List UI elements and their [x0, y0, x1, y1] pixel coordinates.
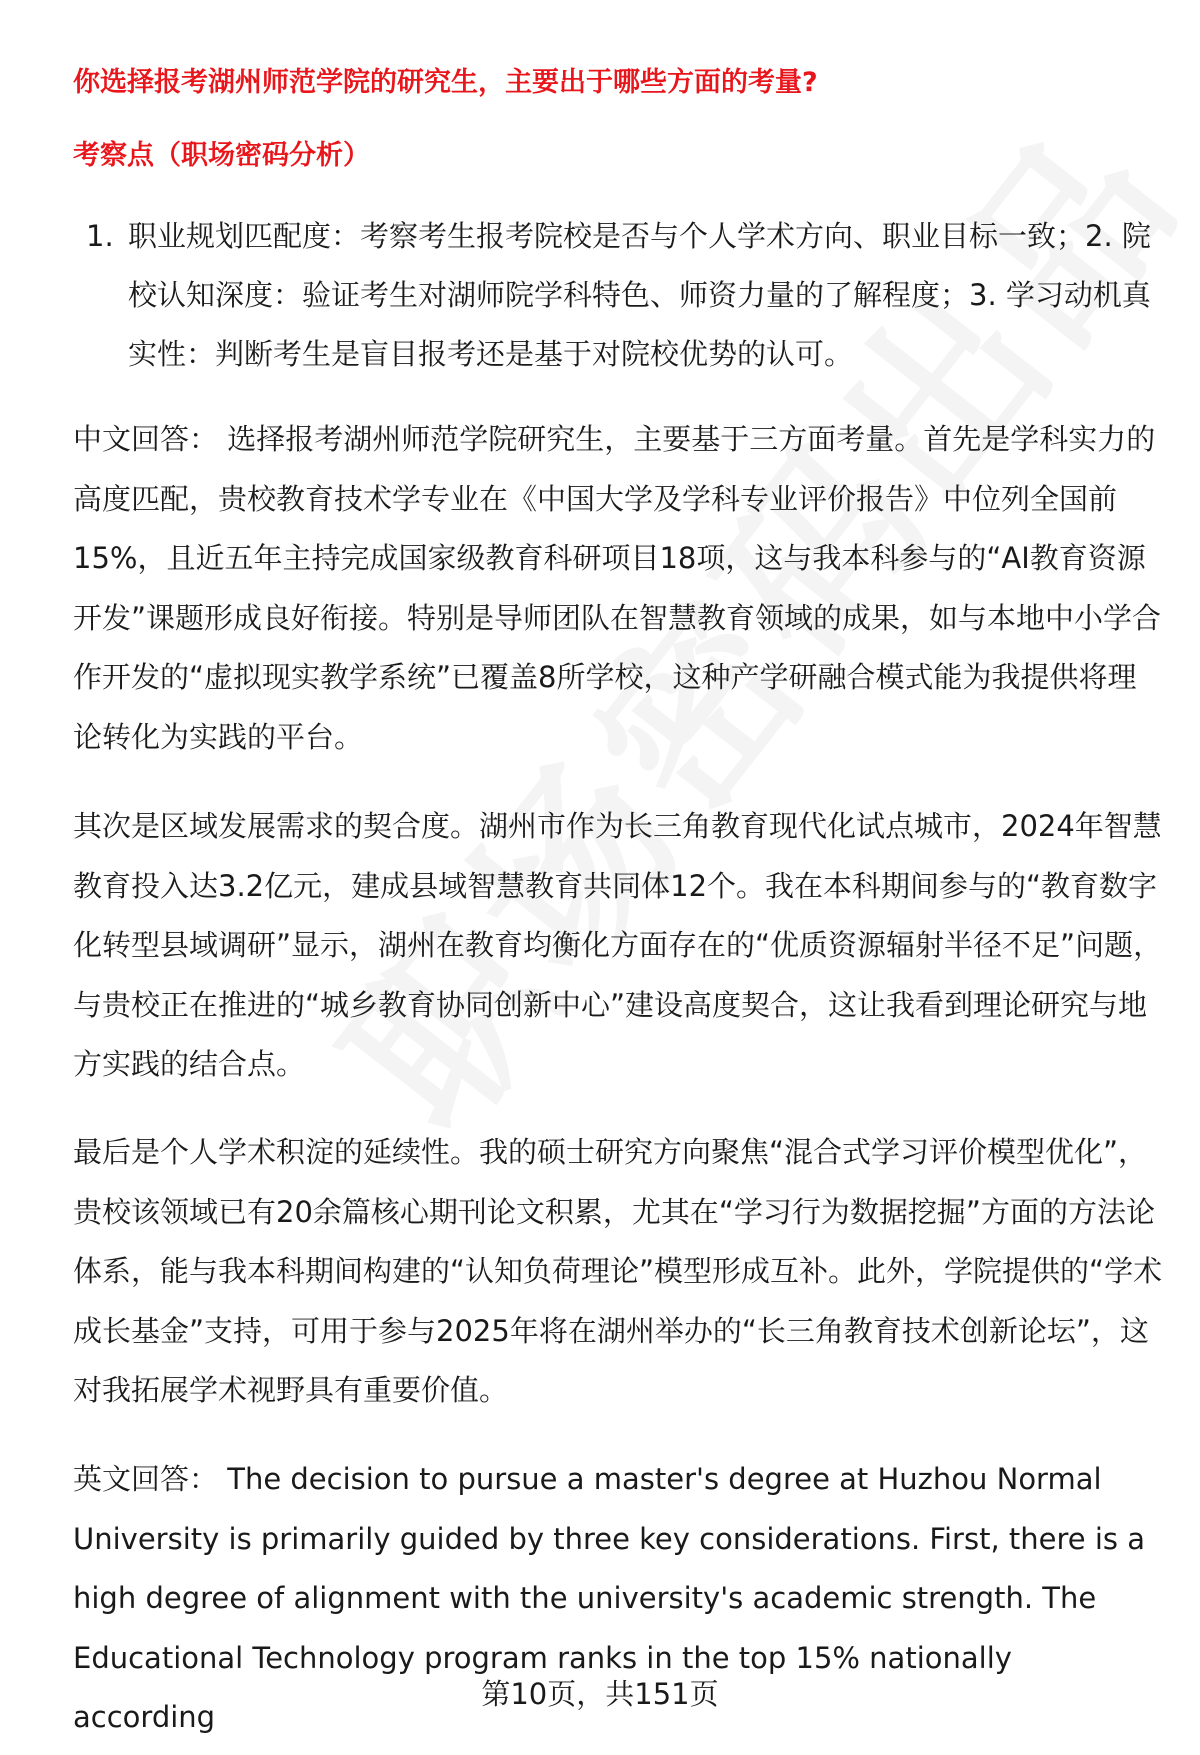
- chinese-answer-paragraph-1: [73, 410, 1163, 767]
- english-answer-label: 英文回答：: [73, 1462, 219, 1496]
- chinese-answer-label: 中文回答：: [73, 422, 219, 456]
- points-list: [86, 207, 1166, 384]
- point-heading: 考察点（职场密码分析）: [73, 140, 370, 171]
- page-footer: 第10页，共151页: [481, 1677, 719, 1711]
- chinese-answer-text-1: 选择报考湖州师范学院研究生，主要基于三方面考量。首先是学科实力的高度匹配，贵校教育技术学专业在《中国大学及学科专业评价报告》中位列全国前15%，且近五年主持完成国家级教育科研项目18项，这与我本科参与的“AI教育资源开发”课题形成良好衔接。特别是导师团队在智慧教育领域的成果，如与本地中小学合作开发的“虚拟现实教学系统”已覆盖8所学校，这种产学研融合模式能为我提供将理论转化为实践的平台。: [73, 422, 1162, 754]
- chinese-answer-paragraph-3: 最后是个人学术积淀的延续性。我的硕士研究方向聚焦“混合式学习评价模型优化”，贵校该领域已有20余篇核心期刊论文积累，尤其在“学习行为数据挖掘”方面的方法论体系，能与我本科期间构建的“认知负荷理论”模型形成互补。此外，学院提供的“学术成长基金”支持，可用于参与2025年将在湖州举办的“长三角教育技术创新论坛”，这对我拓展学术视野具有重要价值。: [73, 1135, 1163, 1407]
- list-item-text: 职业规划匹配度：考察考生报考院校是否与个人学术方向、职业目标一致；2. 院校认知深度：验证考生对湖师院学科特色、师资力量的了解程度；3. 学习动机真实性：判断考生是盲目报考还是基于对院校优势的认可。: [128, 219, 1151, 371]
- question-title: 你选择报考湖州师范学院的研究生，主要出于哪些方面的考量?: [73, 67, 818, 98]
- english-answer-text: The decision to pursue a master's degree at Huzhou Normal University is primarily guided by three key considerations. First, there is a high degree of alignment with the university's academic strength. The Educational Technology program ranks in the top 15% nationally according: [73, 1462, 1145, 1734]
- chinese-answer-paragraph-2: 其次是区域发展需求的契合度。湖州市作为长三角教育现代化试点城市，2024年智慧教育投入达3.2亿元，建成县域智慧教育共同体12个。我在本科期间参与的“教育数字化转型县域调研”显示，湖州在教育均衡化方面存在的“优质资源辐射半径不足”问题，与贵校正在推进的“城乡教育协同创新中心”建设高度契合，这让我看到理论研究与地方实践的结合点。: [73, 809, 1163, 1081]
- list-number: 1.: [86, 219, 114, 253]
